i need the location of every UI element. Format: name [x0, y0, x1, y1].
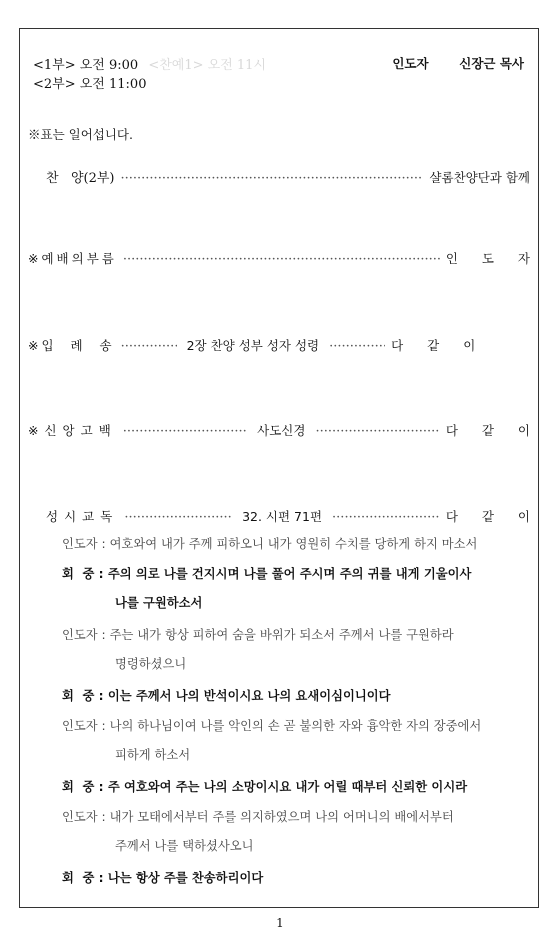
item-middle: 32. 시편 71편	[242, 509, 323, 524]
speaker-label: 인도자	[62, 628, 98, 642]
item-label: 성시교독	[46, 509, 119, 524]
speaker-label: 인도자	[62, 810, 98, 824]
item-right: 인 도 자	[445, 251, 540, 266]
service-time-ghost: <찬예1> 오전 11시	[148, 58, 266, 73]
leader-info	[392, 54, 524, 72]
leader-name: 신장근 목사	[459, 56, 524, 71]
item-right: 다 같 이	[391, 338, 486, 353]
bulletin-page-frame	[19, 28, 539, 908]
dot-leader	[332, 510, 440, 525]
item-label: 찬 양(2부)	[46, 171, 115, 186]
dot-leader	[121, 171, 424, 186]
reading-line: 회 중 : 나는 항상 주를 찬송하리이다	[62, 871, 264, 885]
speaker-label: 인도자	[62, 537, 98, 551]
page-number: 1	[276, 916, 284, 930]
leader-label: 인도자	[392, 56, 429, 71]
reading-line: 인도자 : 내가 모태에서부터 주를 의지하였으며 나의 어머니의 배에서부터	[62, 810, 454, 824]
item-right: 다 같 이	[445, 423, 540, 438]
item-middle: 사도신경	[257, 423, 306, 438]
reading-line-cont: 나를 구원하소서	[115, 596, 203, 610]
service-time-1: <1부> 오전 9:00 <찬예1> 오전 11시	[33, 58, 266, 73]
reading-line: 회 중 : 이는 주께서 나의 반석이시요 나의 요새이심이니이다	[62, 689, 391, 703]
dot-leader	[123, 252, 440, 267]
dot-leader	[124, 510, 232, 525]
service-time-2: <2부> 오전 11:00	[33, 77, 147, 92]
speaker-label: 회 중	[62, 689, 95, 703]
order-item-confession	[28, 421, 540, 439]
order-item-responsive-reading	[46, 507, 540, 525]
reading-line-cont: 피하게 하소서	[115, 748, 191, 762]
reading-line-cont: 명령하셨으니	[115, 657, 187, 671]
speaker-label: 회 중	[62, 567, 95, 581]
reading-line: 인도자 : 여호와여 내가 주께 피하오니 내가 영원히 수치를 당하게 하지 마소서	[62, 537, 478, 551]
reading-line: 회 중 : 주의 의로 나를 건지시며 나를 풀어 주시며 주의 귀를 내게 기울이사	[62, 567, 472, 581]
order-item-praise	[46, 167, 530, 186]
item-right: 다 같 이	[445, 509, 540, 524]
standing-note: ※표는 일어섭니다.	[28, 127, 133, 142]
speaker-label: 회 중	[62, 780, 95, 794]
item-label: ※예배의부름	[28, 251, 117, 266]
item-right: 샬롬찬양단과 함께	[429, 170, 530, 185]
dot-leader	[329, 339, 385, 354]
item-label: ※신앙고백	[28, 423, 117, 438]
reading-line: 인도자 : 주는 내가 항상 피하여 숨을 바위가 되소서 주께서 나를 구원하라	[62, 628, 454, 642]
reading-line: 회 중 : 주 여호와여 주는 나의 소망이시요 내가 어릴 때부터 신뢰한 이시라	[62, 780, 468, 794]
order-item-call-to-worship	[28, 249, 540, 267]
dot-leader	[315, 424, 439, 439]
item-label: ※입 례 송	[28, 338, 115, 353]
dot-leader	[121, 339, 177, 354]
reading-line-cont: 주께서 나를 택하셨사오니	[115, 839, 254, 853]
dot-leader	[123, 424, 247, 439]
item-middle: 2장 찬양 성부 성자 성령	[186, 338, 320, 353]
reading-line: 인도자 : 나의 하나님이여 나를 악인의 손 곧 불의한 자와 흉악한 자의 장중에서	[62, 719, 482, 733]
speaker-label: 회 중	[62, 871, 95, 885]
order-item-entrance-hymn	[28, 336, 530, 354]
speaker-label: 인도자	[62, 719, 98, 733]
